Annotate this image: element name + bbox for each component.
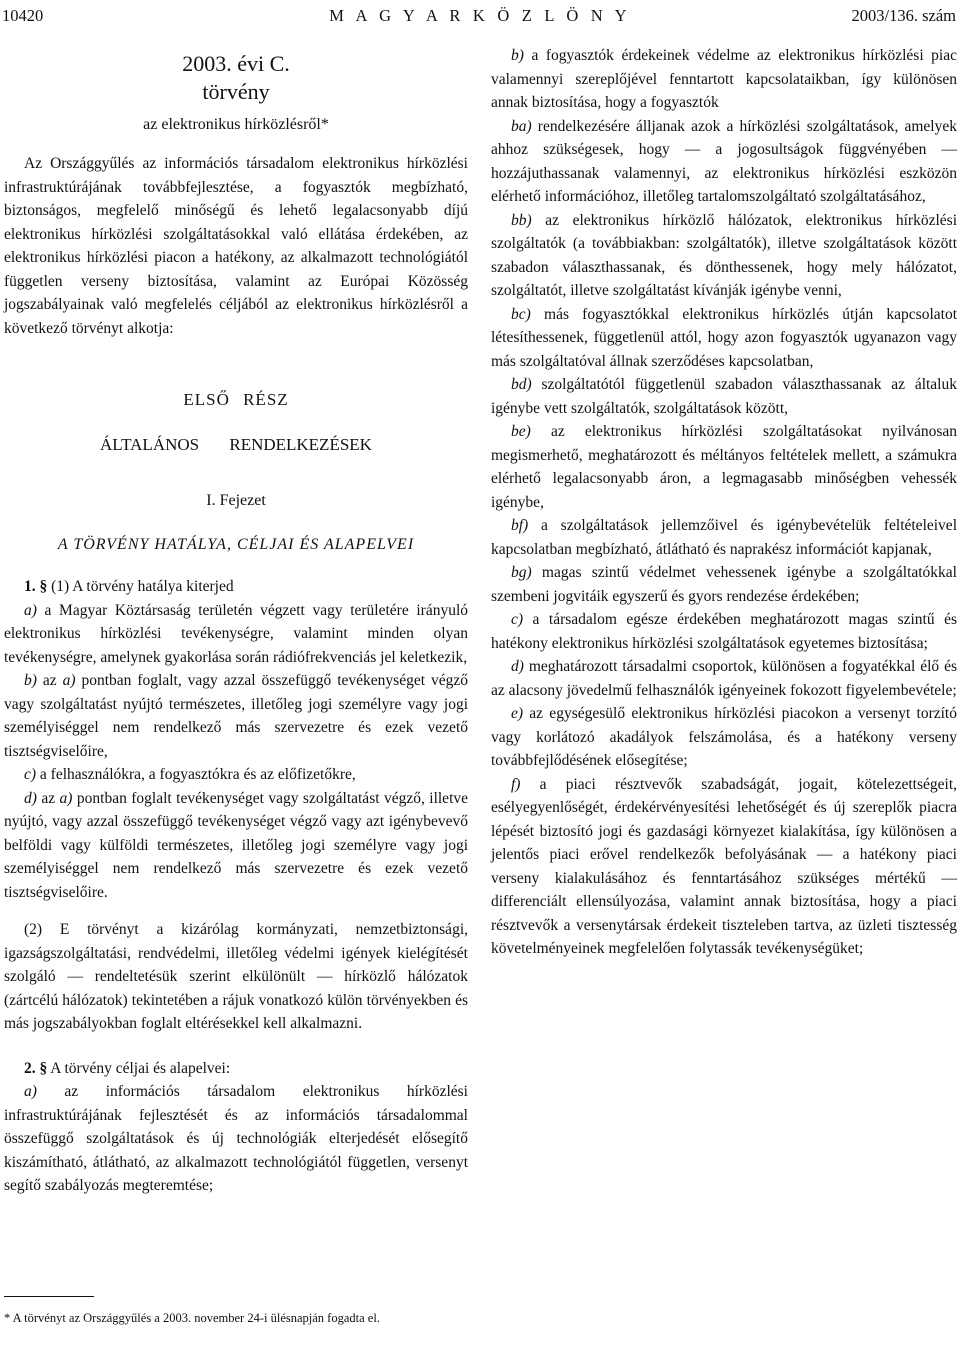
- section-1-intro: 1. § (1) A törvény hatálya kiterjed: [24, 578, 234, 595]
- chapter-number: I. Fejezet: [206, 492, 266, 509]
- law-type: törvény: [202, 79, 270, 104]
- section-2-point-d: d) meghatározott társadalmi csoportok, különösen a fogyatékkal élő és az alacsony jövedelmű felhasználók igényeinek fokozott figyelembevétele;: [491, 658, 957, 699]
- section-2-point-c: c) a társadalom egésze érdekében meghatározott magas szintű és hatékony elektronikus hírközlési szolgáltatások egyetemes biztosítása;: [491, 611, 957, 652]
- section-2-point-ba: ba) rendelkezésére álljanak azok a hírközlési szolgáltatások, amelyek ahhoz szükségesek, hogy — a jogosultságok függvényében — hozzájuthassanak valamennyi, az elektronikus hírközlési eszközön elérhető információhoz, illetőleg tartalomszolgáltató szolgáltatásához,: [491, 117, 957, 205]
- issue-number: 2003/136. szám: [851, 6, 956, 25]
- section-1-point-a: a) a Magyar Köztársaság területén végzett vagy területére irányuló elektronikus hírközlési tevékenységre, valamint minden olyan tevékenységre, amelynek gyakorlása során rádiófrekvenciás jel keletkezik,: [4, 601, 468, 666]
- chapter-title: A TÖRVÉNY HATÁLYA, CÉLJAI ÉS ALAPELVEI: [57, 536, 415, 553]
- section-2-point-bc: bc) más fogyasztókkal elektronikus hírközlés útján kapcsolatot létesíthessenek, függetlenül attól, hogy azon fogyasztók ugyanazon vagy más szolgáltatóval állnak szerződéses kapcsolatban,: [491, 305, 957, 370]
- section-2-point-f: f) a piaci résztvevők szabadságát, jogait, kötelezettségeit, esélyegyenlőségét, érdekérvényesítési lehetőségét és új szereplők piacra lépését biztosító jogi és gazdasági környezet kialakítása, így különösen a jelentős piaci erővel rendelkezők befolyásának — a hatékony piaci verseny kialakulásához és fenntartásához szükséges mértékű — differenciált ellensúlyozása, valamint annak biztosítása, hogy a piaci résztvevők a versenytársak érdekeit tiszteleben tartva, az üzleti tisztesség követelményeinek megfelelően folytassák tevékenységüket;: [491, 775, 957, 957]
- preamble: Az Országgyűlés az információs társadalom elektronikus hírközlési infrastruktúrájának továbbfejlesztése, a fogyasztók megbízható, biztonságos, megfelelő minőségű és lehető legalacsonyabb díjú elektronikus hírközlési szolgáltatásokkal való ellátása érdekében, az elektronikus hírközlési piacon a hatékony, az alkalmazott technológiától független verseny biztosítása, valamint az Európai Közösség jogszabályainak való megfelelés céljából az elektronikus hírközlésről a következő törvényt alkotja:: [4, 155, 468, 337]
- left-column: [4, 44, 468, 1198]
- section-1-paragraph-2: (2) E törvényt a kizárólag kormányzati, nemzetbiztonsági, igazságszolgáltatási, rendvédelmi, illetőleg védelmi igények kielégítését szolgáló — rendeltetésük szerint elkülönült — hírközlő hálózatok (zártcélú hálózatok) tekintetében a rájuk vonatkozó külön törvényekben és más jogszabályokban foglalt eltérésekkel kell alkalmazni.: [4, 921, 468, 1032]
- law-number: 2003. évi C.: [182, 51, 290, 76]
- section-2-point-bf: bf) a szolgáltatások jellemzőivel és igénybevételük feltételeivel kapcsolatban megbízható, átlátható és naprakész információt kapjanak,: [491, 517, 957, 558]
- section-2-point-bd: bd) szolgáltatótól függetlenül szabadon választhassanak az általuk igénybe vett szolgáltatók, szolgáltatások között,: [491, 376, 957, 417]
- section-1-point-d: d) az a) pontban foglalt tevékenységet vagy szolgáltatást végző, illetve nyújtó, vagy azzal összefüggő tevékenységet végző vagy azt igénybevevő belföldi vagy külföldi természetes, illetőleg jogi személyre vagy jogi személyiséggel nem rendelkező más szervezetre és ezek vezető tisztségviselőire.: [4, 789, 468, 901]
- part-title: ELSŐ RÉSZ: [183, 390, 289, 409]
- footnote: * A törvényt az Országgyűlés a 2003. november 24-i ülésnapján fogadta el.: [4, 1311, 380, 1325]
- section-2-point-e: e) az egységesülő elektronikus hírközlési piacokon a versenyt torzító vagy korlátozó akadályok felszámolása, és a hatékony verseny továbbfejlődésének elősegítése;: [491, 705, 957, 769]
- section-1-point-c: c) a felhasználókra, a fogyasztókra és az előfizetőkre,: [24, 766, 356, 783]
- section-2-point-be: be) az elektronikus hírközlési szolgáltatásokat nyilvánosan megismerhető, meghatározott és méltányos feltételek mellett, a számukra elérhető legalacsonyabb áron, a legmagasabb minőségben vehessék igénybe,: [491, 423, 957, 511]
- part-subtitle: ÁLTALÁNOS RENDELKEZÉSEK: [100, 435, 372, 454]
- section-2-intro: 2. § A törvény céljai és alapelvei:: [24, 1059, 231, 1077]
- section-2-point-b: b) a fogyasztók érdekeinek védelme az elektronikus hírközlési piac valamennyi szereplőjével fenntartott kapcsolataikban, így különösen annak biztosítása, hogy a fogyasztók: [491, 47, 957, 111]
- section-2-point-bb: bb) az elektronikus hírközlő hálózatok, elektronikus hírközlési szolgáltatók (a továbbiakban: szolgáltatók), illetve szolgáltatások között szabadon választhassanak, és dönthessenek, hogy mely hálózatot, szolgáltatót, illetve szolgáltatást kívánják igénybe venni,: [491, 211, 957, 299]
- section-1-number: 1. §: [24, 578, 48, 595]
- section-1-point-b: b) az a) pontban foglalt, vagy azzal összefüggő tevékenységet végző vagy szolgáltatást nyújtó természetes, illetőleg jogi személyre vagy jogi személyiséggel nem rendelkező más szervezetre és ezek vezető tisztségviselőire,: [4, 672, 469, 760]
- law-subject: az elektronikus hírközlésről*: [143, 116, 329, 133]
- section-2-point-bg: bg) magas szintű védelmet vehessenek igénybe a szolgáltatókkal szembeni jogvitáik egyszerű és gyors rendezése érdekében;: [491, 564, 957, 605]
- section-2-number: 2. §: [24, 1059, 48, 1077]
- footnote-rule: [4, 1296, 94, 1297]
- section-2-point-a: a) az információs társadalom elektronikus hírközlési infrastruktúrájának fejlesztését és az információs társadalommal összefüggő szolgáltatások és új technológiák elterjedését elősegítő kiszámítható, átlátható, az alkalmazott technológiától független, versenyt segítő szabályozás megteremtése;: [4, 1083, 468, 1194]
- journal-name: M A G Y A R K Ö Z L Ö N Y: [329, 6, 631, 25]
- page-number: 10420: [2, 6, 44, 25]
- page-header: [0, 4, 960, 28]
- right-column: [491, 44, 957, 961]
